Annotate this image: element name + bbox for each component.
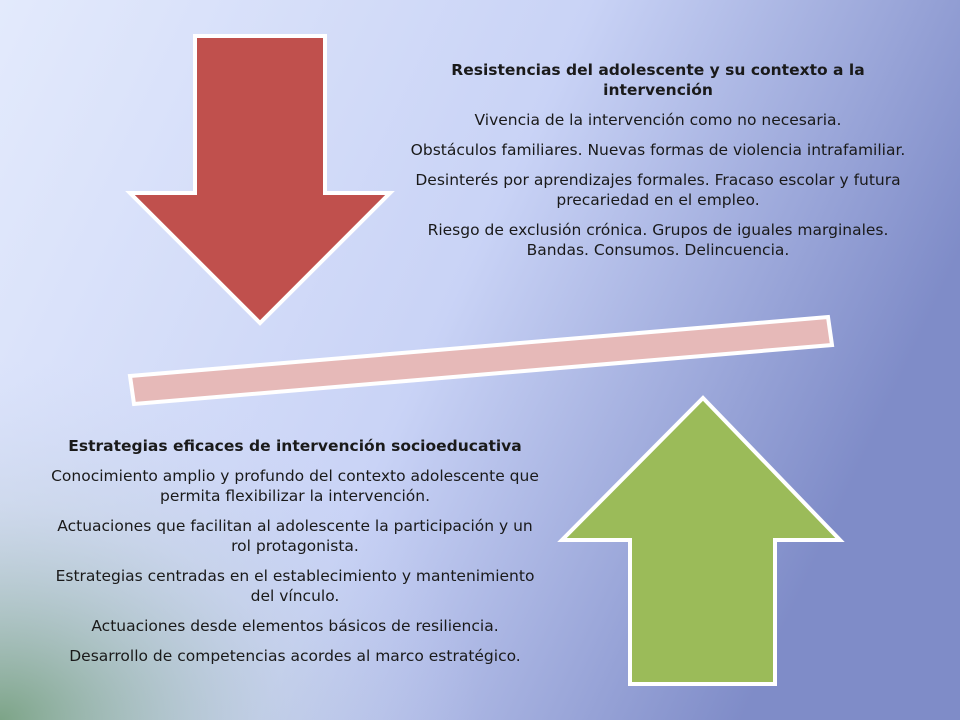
resistance-item: Riesgo de exclusión crónica. Grupos de iguales marginales. Bandas. Consumos. Delincuencia. (427, 221, 889, 259)
resistances-title: Resistencias del adolescente y su contexto a la intervención (451, 61, 865, 99)
strategies-block (50, 436, 540, 676)
strategy-item: Desarrollo de competencias acordes al marco estratégico. (69, 647, 521, 665)
resistances-block (398, 60, 918, 270)
strategies-title: Estrategias eficaces de intervención socioeducativa (68, 437, 522, 455)
strategy-item: Conocimiento amplio y profundo del contexto adolescente que permita flexibilizar la intervención. (51, 467, 539, 505)
strategy-item: Estrategias centradas en el establecimiento y mantenimiento del vínculo. (55, 567, 535, 605)
strategy-item: Actuaciones que facilitan al adolescente la participación y un rol protagonista. (57, 517, 533, 555)
resistance-item: Obstáculos familiares. Nuevas formas de violencia intrafamiliar. (410, 141, 906, 159)
resistance-item: Desinterés por aprendizajes formales. Fracaso escolar y futura precariedad en el empleo. (415, 171, 901, 209)
resistance-item: Vivencia de la intervención como no necesaria. (474, 111, 842, 129)
strategy-item: Actuaciones desde elementos básicos de resiliencia. (91, 617, 499, 635)
